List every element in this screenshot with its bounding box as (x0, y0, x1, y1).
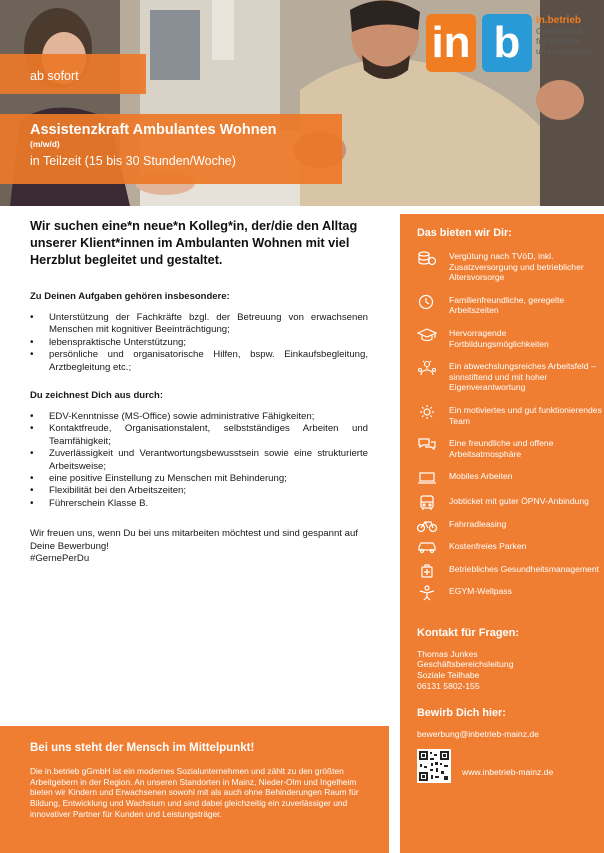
benefit-item (417, 328, 604, 349)
apply-links (417, 749, 604, 789)
contact-role: Geschäftsbereichsleitung (417, 659, 514, 670)
benefits-sidebar (400, 214, 604, 853)
benefit-item (417, 496, 604, 507)
benefit-label: EGYM-Wellpass (449, 586, 512, 597)
contact-dept: Soziale Teilhabe (417, 670, 480, 681)
hero-photo (0, 0, 604, 206)
benefit-item (417, 586, 604, 597)
list-item: • Flexibilität bei den Arbeitszeiten; (30, 485, 368, 497)
list-item: • EDV-Kenntnisse (MS-Office) sowie administrative Fähigkeiten; (30, 411, 368, 423)
tasks-heading: Zu Deinen Aufgaben gehören insbesondere: (30, 291, 230, 302)
benefit-item (417, 519, 604, 530)
benefit-label: Kostenfreies Parken (449, 541, 527, 552)
logo-tagline-2: für Teilhabe (536, 36, 580, 46)
benefit-label: Vergütung nach TVöD, inkl. Zusatzversorgung und betrieblicher Altersvorsorge (449, 251, 584, 283)
bus-icon (417, 495, 437, 511)
logo-brand: in.betrieb (536, 15, 582, 26)
mission-heading: Bei uns steht der Mensch im Mittelpunkt! (30, 742, 255, 754)
contact-phone[interactable]: 06131 5802-155 (417, 680, 480, 691)
chat-bubbles-icon (417, 437, 437, 453)
list-item: • Unterstützung der Fachkräfte bzgl. der Betreuung von erwachsenen Menschen mit kognitiver Beeinträchtigung; (30, 312, 368, 337)
benefit-label: Ein motiviertes und gut funktionierendes Team (449, 404, 602, 426)
benefit-label: Betriebliches Gesundheitsmanagement (449, 563, 600, 574)
benefit-label: Mobiles Arbeiten (449, 471, 513, 482)
benefit-label: Eine freundliche und offene Arbeitsatmosphäre (449, 438, 554, 459)
benefit-item (417, 405, 604, 426)
contact-details (417, 649, 604, 691)
list-item: • Kontaktfreude, Organisationstalent, selbstständiges Arbeiten und Teamfähigkeit; (30, 423, 368, 448)
job-title-band (0, 114, 342, 184)
benefit-label: Hervorragende Fortbildungsmöglichkeiten (449, 327, 549, 349)
clock-icon (417, 294, 437, 310)
logo-in-box: in (426, 14, 476, 72)
main-content (30, 218, 368, 566)
list-item: • persönliche und organisatorische Hilfen, bspw. Einkaufsbegleitung, Arztbegleitung etc.; (30, 349, 368, 374)
benefit-item (417, 361, 604, 393)
contact-heading: Kontakt für Fragen: (417, 626, 520, 639)
job-title: Assistenzkraft Ambulantes Wohnen (30, 122, 277, 138)
benefit-label: Jobticket mit guter ÖPNV-Anbindung (449, 495, 589, 506)
benefit-item (417, 251, 604, 283)
benefit-item (417, 295, 604, 316)
contact-name: Thomas Junkes (417, 648, 478, 659)
apply-heading: Bewirb Dich hier: (417, 707, 506, 720)
benefit-label: Familienfreundliche, geregelte Arbeitszeiten (449, 294, 565, 316)
closing-line: Wir freuen uns, wenn Du bei uns mitarbeiten möchtest und sind gespannt auf Deine Bewerbung! (30, 528, 358, 552)
fitness-icon (417, 585, 437, 601)
list-item: • eine positive Einstellung zu Menschen mit Behinderung; (30, 473, 368, 485)
work-hours: in Teilzeit (15 bis 30 Stunden/Woche) (30, 154, 236, 168)
graduation-cap-icon (417, 327, 437, 343)
start-badge: ab sofort (0, 54, 146, 94)
mission-text: Die in.betrieb gGmbH ist ein modernes Sozialunternehmen und zählt zu den größten Arbeitgebern in der Region. An unseren Standorten in Mainz, Nieder-Olm und Ingelheim bieten wir Kindern und Erwachsenen sowohl mit als auch ohne Behinderungen Raum für Bildung, Entwicklung und Wachstum und sind dabei gleichzeitig ein zuverlässiger und innovativer Partner für Kunden und Leistungsträger. (30, 766, 359, 819)
intro-text: Wir suchen eine*n neue*n Kolleg*in, der/die den Alltag unserer Klient*innen im Ambulanten Wohnen mit viel Herzblut begleitet und gestaltet. (30, 219, 358, 267)
gear-team-icon (417, 404, 437, 420)
car-icon (417, 540, 437, 556)
logo-b-box: b (482, 14, 532, 72)
logo-text (536, 16, 604, 56)
list-item: • lebenspraktische Unterstützung; (30, 337, 368, 349)
benefit-item (417, 471, 604, 482)
list-item: • Führerschein Klasse B. (30, 498, 368, 510)
list-item: • Zuverlässigkeit und Verantwortungsbewusstsein sowie eine strukturierte Arbeitsweise; (30, 448, 368, 473)
benefit-item (417, 564, 604, 575)
benefits-heading: Das bieten wir Dir: (417, 227, 512, 239)
benefit-item (417, 438, 604, 459)
apply-email-link[interactable]: bewerbung@inbetrieb-mainz.de (417, 729, 539, 740)
team-idea-icon (417, 360, 437, 376)
bicycle-icon (417, 518, 437, 534)
hashtag: #GernePerDu (30, 553, 90, 565)
profile-list (30, 411, 368, 510)
website-link[interactable]: www.inbetrieb-mainz.de (462, 767, 554, 778)
profile-heading: Du zeichnest Dich aus durch: (30, 390, 164, 402)
contact-section (417, 627, 604, 691)
health-icon (417, 563, 437, 579)
mission-box (0, 726, 389, 853)
benefit-label: Fahrradleasing (449, 518, 507, 529)
benefit-item (417, 541, 604, 552)
tasks-list (30, 312, 368, 374)
qr-code-icon[interactable] (417, 749, 451, 783)
closing-text (30, 528, 368, 565)
laptop-icon (417, 470, 437, 486)
logo (426, 14, 604, 76)
logo-tagline-1: Gesellschaft (536, 26, 583, 36)
logo-tagline-3: und Integration (536, 46, 593, 56)
benefit-label: Ein abwechslungsreiches Arbeitsfeld – sinnstiftend und mit hoher Eigenverantwortung (449, 361, 596, 393)
gender-note: (m/w/d) (30, 139, 60, 149)
coins-icon (417, 250, 437, 266)
